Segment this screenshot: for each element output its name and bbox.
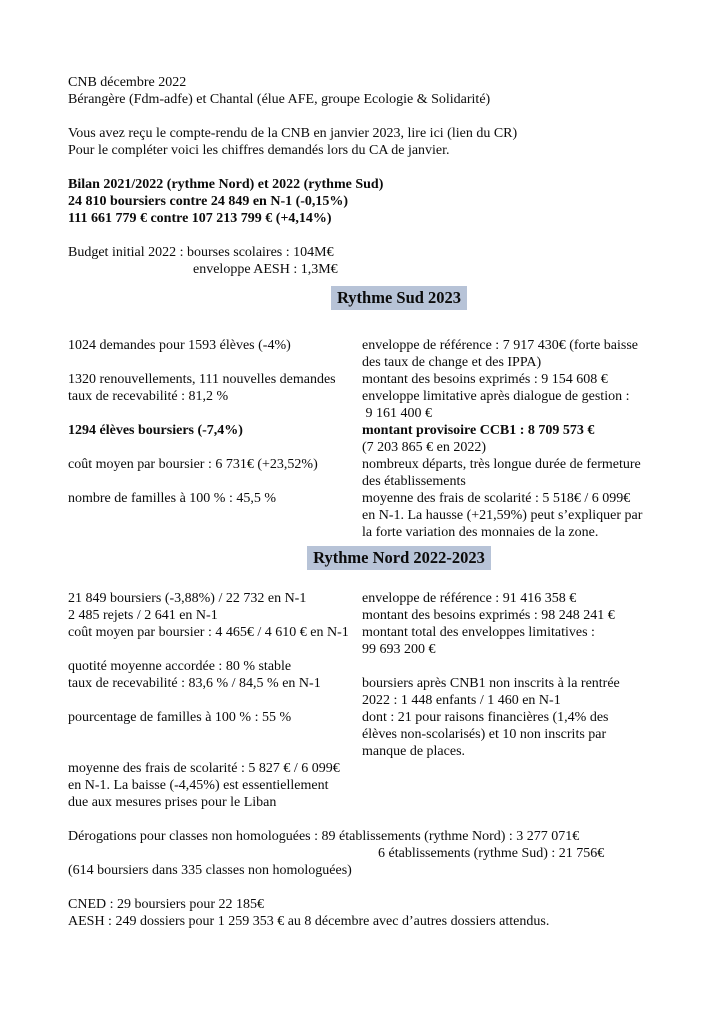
spacer — [68, 405, 362, 422]
nord-right-line: montant total des enveloppes limitatives : — [362, 625, 595, 640]
nord-left-line: quotité moyenne accordée : 80 % stable — [68, 659, 292, 674]
bilan-title-line: Bilan 2021/2022 (rythme Nord) et 2022 (rythme Sud) — [68, 177, 384, 192]
nord-left-line: pourcentage de familles à 100 % : 55 % — [68, 710, 292, 725]
sud-right-line: enveloppe limitative après dialogue de gestion : — [362, 389, 630, 404]
sud-right-line: 9 161 400 € — [362, 406, 432, 421]
spacer — [68, 439, 362, 456]
nord-right-line: enveloppe de référence : 91 416 358 € — [362, 591, 577, 606]
cr-intro-line-2: Pour le compléter voici les chiffres demandés lors du CA de janvier. — [68, 143, 450, 158]
spacer — [68, 726, 362, 743]
spacer — [68, 879, 668, 896]
sud-left-line: nombre de familles à 100 % : 45,5 % — [68, 491, 277, 506]
nord-left-line: en N-1. La baisse (-4,45%) est essentiellement — [68, 778, 329, 793]
sud-right-line: nombreux départs, très longue durée de fermeture — [362, 457, 641, 472]
nord-right-line: élèves non-scolarisés) et 10 non inscrits par — [362, 727, 607, 742]
derogations-line-1: Dérogations pour classes non homologuées : 89 établissements (rythme Nord) : 3 277 071€ — [68, 829, 580, 844]
sud-right-line: moyenne des frais de scolarité : 5 518€ / 6 099€ — [362, 491, 631, 506]
spacer — [68, 354, 362, 371]
nord-columns — [68, 590, 668, 811]
spacer — [68, 473, 362, 490]
spacer — [68, 641, 362, 658]
section-heading-sud: Rythme Sud 2023 — [331, 286, 467, 310]
budget-line-2: enveloppe AESH : 1,3M€ — [193, 262, 338, 277]
nord-right-line: montant des besoins exprimés : 98 248 241 € — [362, 608, 615, 623]
sud-right-line: la forte variation des monnaies de la zone. — [362, 525, 599, 540]
sud-left-line: coût moyen par boursier : 6 731€ (+23,52%) — [68, 457, 318, 472]
sud-left-line: 1294 élèves boursiers (-7,4%) — [68, 423, 243, 438]
bilan-boursiers-line: 24 810 boursiers contre 24 849 en N-1 (-0,15%) — [68, 194, 349, 209]
derogations-line-2: 6 établissements (rythme Sud) : 21 756€ — [378, 846, 605, 861]
sud-columns — [68, 337, 668, 541]
section-heading-row-nord — [68, 546, 668, 570]
nord-right-line: manque de places. — [362, 744, 466, 759]
nord-left-line: taux de recevabilité : 83,6 % / 84,5 % en N-1 — [68, 676, 321, 691]
budget-line-1: Budget initial 2022 : bourses scolaires : 104M€ — [68, 245, 334, 260]
cr-intro-line-1: Vous avez reçu le compte-rendu de la CNB en janvier 2023, lire ici (lien du CR) — [68, 126, 518, 141]
sud-right-column — [362, 337, 668, 541]
spacer — [68, 227, 668, 244]
nord-left-line: coût moyen par boursier : 4 465€ / 4 610 € en N-1 — [68, 625, 349, 640]
sud-right-line: montant provisoire CCB1 : 8 709 573 € — [362, 423, 595, 438]
authors-line: Bérangère (Fdm-adfe) et Chantal (élue AFE, groupe Ecologie & Solidarité) — [68, 92, 491, 107]
section-heading-row-sud — [68, 286, 668, 310]
nord-left-line: moyenne des frais de scolarité : 5 827 € / 6 099€ — [68, 761, 340, 776]
section-heading-nord: Rythme Nord 2022-2023 — [307, 546, 491, 570]
aesh-line: AESH : 249 dossiers pour 1 259 353 € au 8 décembre avec d’autres dossiers attendus. — [68, 914, 550, 929]
nord-right-line: 2022 : 1 448 enfants / 1 460 en N-1 — [362, 693, 561, 708]
sud-left-column — [68, 337, 362, 541]
sud-left-line: 1024 demandes pour 1593 élèves (-4%) — [68, 338, 291, 353]
sud-left-line: 1320 renouvellements, 111 nouvelles demandes — [68, 372, 336, 387]
sud-right-line: montant des besoins exprimés : 9 154 608 € — [362, 372, 608, 387]
sud-right-line: des taux de change et des IPPA) — [362, 355, 542, 370]
sud-right-line: (7 203 865 € en 2022) — [362, 440, 487, 455]
spacer — [68, 159, 668, 176]
nord-left-line: 21 849 boursiers (-3,88%) / 22 732 en N-1 — [68, 591, 307, 606]
nord-right-line: 99 693 200 € — [362, 642, 436, 657]
nord-left-column — [68, 590, 362, 811]
spacer — [68, 108, 668, 125]
bottom-block — [68, 828, 668, 930]
nord-right-line: dont : 21 pour raisons financières (1,4% des — [362, 710, 609, 725]
derogations-line-3: (614 boursiers dans 335 classes non homologuées) — [68, 863, 352, 878]
bilan-montant-line: 111 661 779 € contre 107 213 799 € (+4,14%) — [68, 211, 332, 226]
spacer — [362, 658, 668, 675]
sud-right-line: enveloppe de référence : 7 917 430€ (forte baisse — [362, 338, 638, 353]
sud-right-line: en N-1. La hausse (+21,59%) peut s’expliquer par — [362, 508, 643, 523]
spacer — [68, 692, 362, 709]
doc-title-line: CNB décembre 2022 — [68, 75, 187, 90]
sud-left-line: taux de recevabilité : 81,2 % — [68, 389, 229, 404]
cned-line: CNED : 29 boursiers pour 22 185€ — [68, 897, 264, 912]
sud-right-line: des établissements — [362, 474, 466, 489]
nord-right-column — [362, 590, 668, 811]
spacer — [68, 743, 362, 760]
nord-left-line: 2 485 rejets / 2 641 en N-1 — [68, 608, 218, 623]
nord-left-line: due aux mesures prises pour le Liban — [68, 795, 277, 810]
nord-right-line: boursiers après CNB1 non inscrits à la rentrée — [362, 676, 620, 691]
